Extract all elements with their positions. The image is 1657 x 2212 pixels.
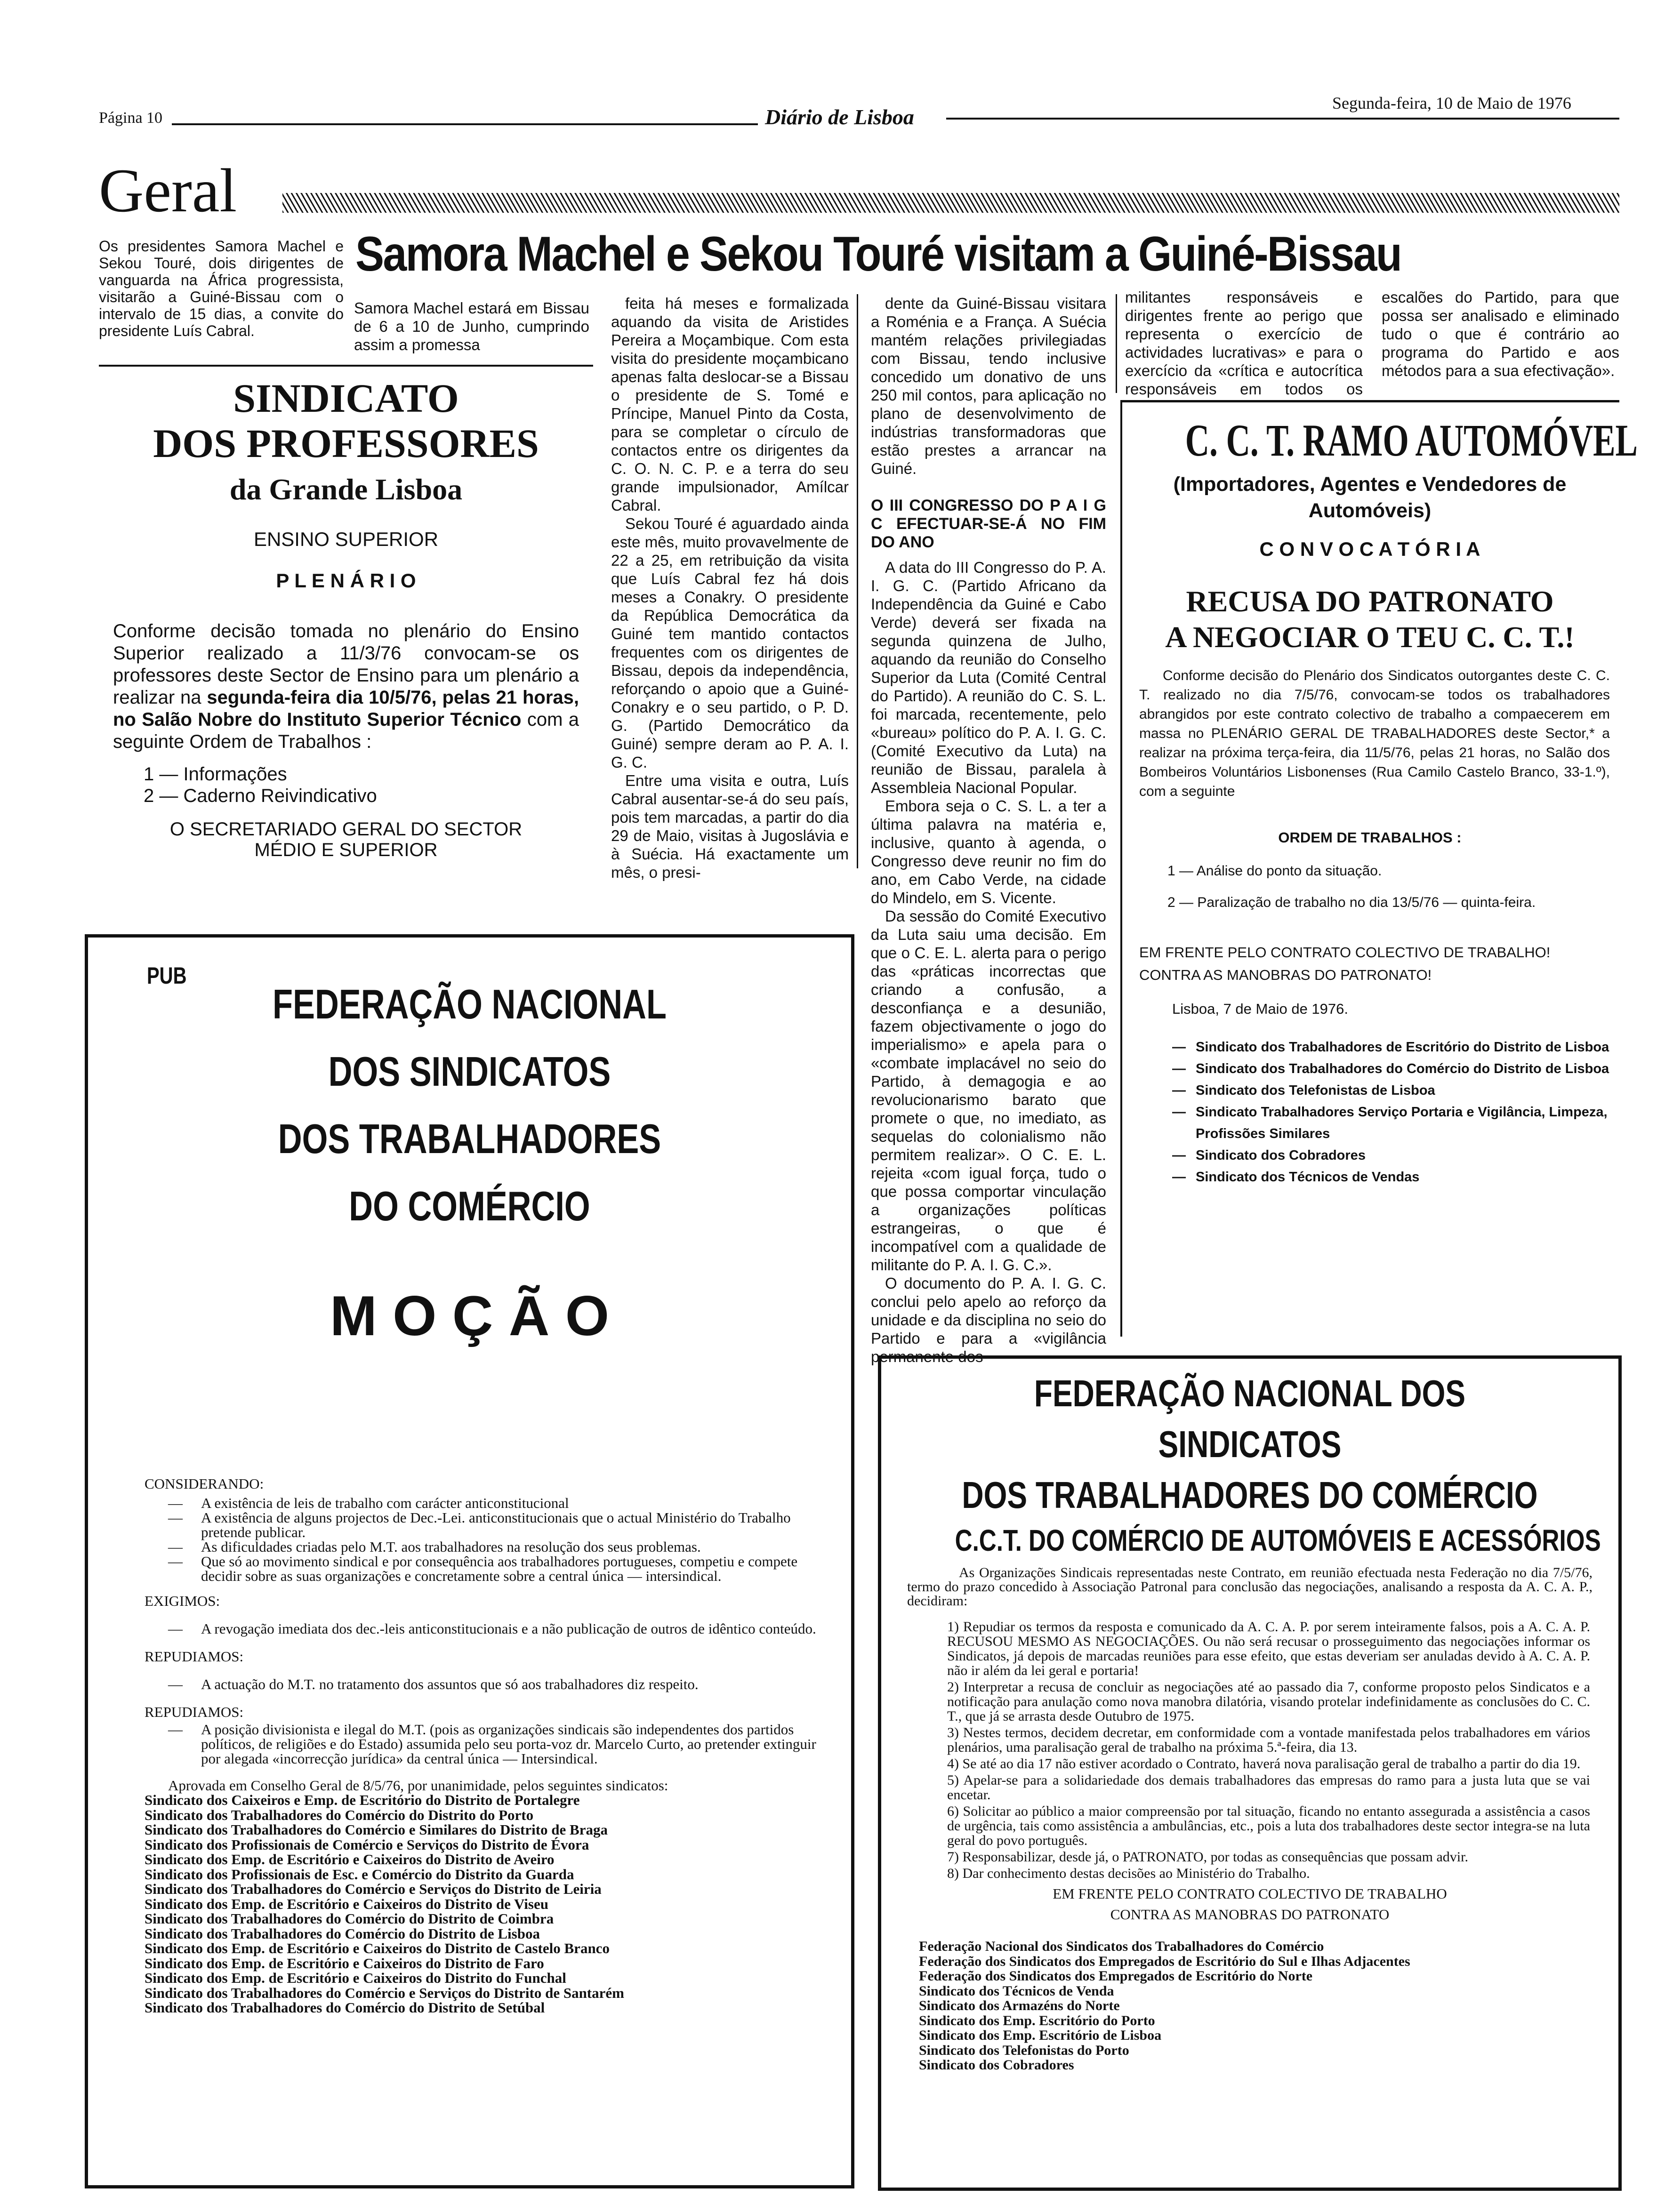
section-title: Geral [99,156,237,225]
professores-body-emphasis: segunda-feira dia 10/5/76, pelas 21 horas, no Salão Nobre do Instituto Superior Técnico [113,687,579,730]
repudiamos-label: REPUDIAMOS: [145,1648,244,1665]
federacao-cct-title-line: DOS TRABALHADORES DO COMÉRCIO [962,1474,1538,1516]
cct-left-rule [1120,400,1122,1337]
mocao-title-line: DO COMÉRCIO [349,1183,590,1229]
signer: Sindicato dos Emp. Escritório de Lisboa [919,2028,1162,2043]
signer: Sindicato dos Armazéns do Norte [919,1998,1120,2013]
considerando-item: — A existência de alguns projectos de Dec.-Lei. anticonstitucionais que o actual Ministério do Trabalho pretende publicar. [168,1510,822,1539]
sindicato-item: — Sindicato dos Telefonistas de Lisboa [1172,1080,1610,1101]
considerando-label: CONSIDERANDO: [145,1475,264,1492]
exigimos-item-text: A revogação imediata dos dec.-leis anticonstitucionais e a não publicação de outros de idêntico conteúdo. [201,1620,816,1637]
slogan-line: CONTRA AS MANOBRAS DO PATRONATO [1110,1906,1390,1923]
sindicato-item: — Sindicato Trabalhadores Serviço Portaria e Vigilância, Limpeza, Profissões Similares [1172,1101,1610,1145]
cct-top-rule [1120,400,1619,402]
decision-point: 5) Apelar-se para a solidariedade dos demais trabalhadores das empresas do ramo para a justa luta que se vai encetar. [947,1772,1590,1803]
cct-sindicatos [1172,1036,1610,1188]
lead-col3 [871,294,1106,1366]
cct-ordem-items [1167,860,1605,913]
cct-convocatoria: C O N V O C A T Ó R I A [1259,538,1480,560]
signer: Sindicato dos Emp. Escritório do Porto [919,2012,1155,2028]
decision-point: 7) Responsabilizar, desde já, o PATRONATO, por todas as consequências que possam advir. [947,1849,1468,1865]
lead-headline: Samora Machel e Sekou Touré visitam a Guiné-Bissau [355,227,1401,281]
federacao-cct-intro: As Organizações Sindicais representadas neste Contrato, em reunião efectuada nesta Federação no dia 7/5/76, termo do prazo concedido à Associação Patronal para conclusão das negociações, analisando a resposta da A. C. A. P., decidiram: [907,1565,1593,1609]
newspaper-name: Diário de Lisboa [765,105,914,129]
mocao-title-line: FEDERAÇÃO NACIONAL [273,981,667,1027]
signer: Federação Nacional dos Sindicatos dos Trabalhadores do Comércio [919,1939,1324,1954]
signature-line: O SECRETARIADO GERAL DO SECTOR [169,819,523,840]
cct-automovel-notice [1120,400,1638,1188]
lead-col4: militantes responsáveis e dirigentes frente ao perigo que representa o exercício de actividades lucrativas» e para o exercício da «crítica e autocrítica responsáveis em todos os escalões do Partido, para que possa ser analisado e eliminado tudo o que é contrário ao programa do Partido e aos métodos para a sua efectivação». [1125,289,1619,398]
sindicato-item: — Sindicato dos Cobradores [1172,1145,1610,1166]
professores-plenario: P L E N Á R I O [276,569,416,592]
lead-col3-para: Da sessão do Comité Executivo da Luta saiu uma decisão. Em que o C. E. L. alerta para o perigo das «práticas incorrectas que criando a confusão, a desconfiança e a desunião, fazem objectivamente o jogo do imperialismo» e apela para o «combate implacável no seio do Partido, à demagogia e ao revolucionarismo barato que promete o que, no imediato, as sequelas do colonialismo não permitem realizar». O C. E. L. rejeita «com igual força, tudo o que possa comportar vinculação a organizações políticas estrangeiras, o que é incompatível com a qualidade de militante do P. A. I. G. C.». [871,907,1106,1274]
lead-col3-para: Embora seja o C. S. L. a ter a última palavra na matéria e, inclusive, quanto à agenda, o Congresso deve reunir no fim do ano, em Cabo Verde, na cidade do Mindelo, em S. Vicente. [871,797,1106,906]
sindicato-item: Sindicato dos Trabalhadores do Comércio e Serviços do Distrito de Santarém [145,1984,624,2001]
col-divider-1 [857,294,858,868]
sindicato-item-text: Sindicato dos Trabalhadores de Escritório do Distrito de Lisboa [1196,1040,1609,1055]
signer: Federação dos Sindicatos dos Empregados de Escritório do Sul e Ilhas Adjacentes [919,1953,1410,1969]
sindicato-item: — Sindicato dos Trabalhadores de Escritório do Distrito de Lisboa [1172,1036,1610,1058]
lead-col2-para: Entre uma visita e outra, Luís Cabral ausentar-se-á do seu país, pois tem marcadas, a partir do dia 29 de Maio, visitas à Jugoslávia e à Suécia. Há exactamente um mês, o presi- [611,772,849,881]
signer: Sindicato dos Cobradores [919,2057,1074,2073]
professores-signature [99,819,593,860]
sindicato-item: Sindicato dos Emp. de Escritório e Caixeiros do Distrito de Viseu [145,1895,548,1912]
lead-col2 [611,294,849,882]
aprovada-line: Aprovada em Conselho Geral de 8/5/76, por unanimidade, pelos seguintes sindicatos: [168,1777,668,1794]
considerando-item: — A existência de leis de trabalho com carácter anticonstitucional [168,1495,569,1511]
sindicato-item: Sindicato dos Trabalhadores do Comércio do Distrito de Setúbal [145,1999,545,2016]
sindicato-item: Sindicato dos Profissionais de Comércio e Serviços do Distrito de Évora [145,1836,589,1853]
sindicato-item: — Sindicato dos Técnicos de Vendas [1172,1166,1610,1188]
slogan-line: CONTRA AS MANOBRAS DO PATRONATO! [1139,967,1432,983]
professores-title: DOS PROFESSORES [153,421,539,466]
lead-col3-intro: dente da Guiné-Bissau visitara a Roménia e a França. A Suécia mantém relações privilegiadas com Bissau, tendo inclusive concedido um donativo de uns 250 mil contos, para aplicação no plano de desenvolvimento de indústrias transformadoras que estão prestes a arrancar na Guiné. [871,295,1106,477]
cct-slogan [1139,941,1619,986]
professores-agenda [144,763,593,807]
slogan-line: EM FRENTE PELO CONTRATO COLECTIVO DE TRABALHO! [1139,944,1551,961]
repudiamos-label: REPUDIAMOS: [145,1704,244,1720]
signer: Federação dos Sindicatos dos Empregados de Escritório do Norte [919,1968,1313,1984]
considerando-item-text: As dificuldades criadas pelo M.T. aos trabalhadores na resolução dos seus problemas. [201,1539,701,1555]
lead-col2-para: Sekou Touré é aguardado ainda este mês, muito provavelmente de 22 a 25, em retribuição da visita que Luís Cabral fez há dois meses a Conakry. O presidente da República Democrática da Guiné tem mantido contactos frequentes com os dirigentes de Bissau, depois da independência, reforçando o apoio que a Guiné-Conakry e o seu partido, o P. D. G. (Partido Democrático da Guiné) sempre deram ao P. A. I. G. C. [611,515,849,771]
considerando-item: — Que só ao movimento sindical e por consequência aos trabalhadores portugueses, competiu e compete decidir sobre as suas organizações e concretamente sobre a central única — intersindical. [168,1554,822,1583]
sindicatos-list [145,1793,822,2015]
exigimos-item: — A revogação imediata dos dec.-leis anticonstitucionais e a não publicação de outros de idêntico conteúdo. [168,1620,816,1637]
repudiamos-item: — A posição divisionista e ilegal do M.T. (pois as organizações sindicais são independentes dos partidos políticos, de religiões e do Estado) assumida pelo seu porta-voz dr. Marcelo Curto, ao pretender extinguir por alegada «incorrecção jurídica» da central única — Intersindical. [168,1722,822,1766]
cct-date: Lisboa, 7 de Maio de 1976. [1172,1001,1348,1017]
cct-title: C. C. T. RAMO AUTOMÓVEL [1185,415,1638,465]
mocao-title-line: DOS TRABALHADORES [278,1115,661,1162]
section-hatch-rule [282,193,1619,213]
lead-col3-para: A data do III Congresso do P. A. I. G. C. (Partido Africano da Independência da Guiné e Cabo Verde) deverá ser fixada na segunda quinzena de Julho, aquando da reunião do Conselho Superior da Luta (Comité Central do Partido). A reunião do C. S. L. foi marcada, recentemente, pelo «bureau» político do P. A. I. G. C. (Comité Executivo da Luta) na reunião de Bissau, paralela à Assembleia Nacional Popular. [871,559,1106,796]
federacao-cct-signers [919,1939,1618,2073]
signer: Sindicato dos Técnicos de Venda [919,1983,1114,1999]
sindicato-item-text: Sindicato Trabalhadores Serviço Portaria e Vigilância, Limpeza, Profissões Similares [1196,1105,1608,1141]
decision-point: 2) Interpretar a recusa de concluir as negociações até ao passado dia 7, conforme proposto pelos Sindicatos e a notificação para anulação como nova manobra dilatória, visando protelar indefinidamente as conclusões do C. C. T., que já se arrasta desde Outubro de 1975. [947,1679,1590,1724]
professores-sector: ENSINO SUPERIOR [253,528,439,550]
considerando-item-text: A existência de leis de trabalho com carácter anticonstitucional [201,1495,569,1511]
exigimos-label: EXIGIMOS: [145,1593,220,1609]
cct-body: Conforme decisão do Plenário dos Sindicatos outorgantes deste C. C. T. realizado no dia 7/5/76, convocam-se todos os trabalhadores abrangidos por este contrato colectivo de trabalho a compaecerem em massa no PLENÁRIO GERAL DE TRABALHADORES deste Sector,* a realizar na próxima terça-feira, dia 11/5/76, pelas 21 horas, no Salão dos Bombeiros Voluntários Lisbonenses (Rua Camilo Castelo Branco, 33-1.º), com a seguinte [1139,668,1610,799]
sindicato-item: Sindicato dos Emp. de Escritório e Caixeiros do Distrito de Castelo Branco [145,1940,610,1956]
sindicato-item: Sindicato dos Trabalhadores do Comércio do Distrito de Lisboa [145,1925,540,1942]
decision-point: 4) Se até ao dia 17 não estiver acordado o Contrato, haverá nova paralisação geral de trabalho a partir do dia 19. [947,1756,1581,1771]
sindicato-item: Sindicato dos Trabalhadores do Comércio do Distrito de Coimbra [145,1910,554,1927]
sindicato-item-text: Sindicato dos Trabalhadores do Comércio do Distrito de Lisboa [1196,1061,1609,1076]
slogan-line: EM FRENTE PELO CONTRATO COLECTIVO DE TRABALHO [1053,1885,1447,1902]
page-number: Página 10 [99,109,163,127]
federacao-cct-points [947,1619,1590,1881]
lead-rule-under-col1 [99,365,593,367]
lead-summary: Os presidentes Samora Machel e Sekou Touré, dois dirigentes de vanguarda na África progressista, visitarão a Guiné-Bissau com o intervalo de 15 dias, a convite do presidente Luís Cabral. [99,238,344,339]
agenda-item: 1 — Informações [144,764,287,785]
signer: Sindicato dos Telefonistas do Porto [919,2042,1129,2058]
pub-label: PUB [147,962,187,989]
sindicato-item-text: Sindicato dos Técnicos de Vendas [1196,1170,1420,1185]
considerando-item-text: A existência de alguns projectos de Dec.-Lei. anticonstitucionais que o actual Ministério do Trabalho pretende publicar. [201,1509,791,1540]
decision-point: 1) Repudiar os termos da resposta e comunicado da A. C. A. P. por serem inteiramente falsos, pois a A. C. A. P. RECUSOU MESMO AS NEGOCIAÇÕES. Ou não será recusar o prosseguimento das negociações informar os Sindicatos, já depois de marcadas reuniões para esse efeito, que estas deveriam ser anuladas devido à A. C. A. P. não ir além da lei geral e portaria! [947,1619,1590,1678]
professores-body-text: Conforme decisão tomada no plenário do Ensino Superior realizado a 11/3/76 convocam-se os professores deste Sector de Ensino para um plenário a realizar na [113,621,579,708]
considerando-item: — As dificuldades criadas pelo M.T. aos trabalhadores na resolução dos seus problemas. [168,1539,701,1555]
federacao-cct-title [881,1368,1618,1560]
sindicato-item: Sindicato dos Emp. de Escritório e Caixeiros do Distrito do Funchal [145,1970,566,1986]
masthead-rule-left [172,123,758,125]
considerando-item-text: Que só ao movimento sindical e por consequência aos trabalhadores portugueses, competiu e compete decidir sobre as suas organizações e concretamente sobre a central única — intersindical. [201,1553,798,1584]
sindicato-item: Sindicato dos Emp. de Escritório e Caixeiros do Distrito de Faro [145,1955,544,1972]
lead-subhead: O III CONGRESSO DO P A I G C EFECTUAR-SE-Á NO FIM DO ANO [871,497,1106,551]
mocao-ad-box [85,934,854,2188]
federacao-cct-subtitle: C.C.T. DO COMÉRCIO DE AUTOMÓVEIS E ACESSÓRIOS [955,1523,1601,1557]
masthead-rule-right [946,118,1619,120]
sindicato-item-text: Sindicato dos Telefonistas de Lisboa [1196,1083,1435,1098]
ordem-item: 2 — Paralização de trabalho no dia 13/5/76 — quinta-feira. [1167,895,1536,910]
sindicato-item: Sindicato dos Trabalhadores do Comércio e Similares do Distrito de Braga [145,1821,608,1838]
repudiamos-item-text: A actuação do M.T. no tratamento dos assuntos que só aos trabalhadores diz respeito. [201,1676,699,1692]
repudiamos-item-text: A posição divisionista e ilegal do M.T. (pois as organizações sindicais são independentes dos partidos políticos, de religiões e do Estado) assumida pelo seu porta-voz dr. Marcelo Curto, ao pretender extinguir por alegada «incorrecção jurídica» da central única — Intersindical. [201,1721,816,1767]
professores-subtitle: da Grande Lisboa [229,473,463,506]
decision-point: 6) Solicitar ao público a maior compreensão por tal situação, ficando no entanto assegurada a assistência a casos de urgência, tais como assistência a ambulâncias, etc., pois a luta dos trabalhadores deste sector integra-se na luta geral do povo português. [947,1803,1590,1848]
decision-point: 8) Dar conhecimento destas decisões ao Ministério do Trabalho. [947,1866,1310,1881]
sindicato-item: Sindicato dos Emp. de Escritório e Caixeiros do Distrito de Aveiro [145,1851,555,1867]
repudiamos-item: — A actuação do M.T. no tratamento dos assuntos que só aos trabalhadores diz respeito. [168,1676,699,1692]
mocao-body [145,1476,822,2015]
cct-subtitle: (Importadores, Agentes e Vendedores de Automóveis) [1173,473,1567,522]
sindicato-item: Sindicato dos Profissionais de Esc. e Comércio do Distrito da Guarda [145,1866,574,1883]
lead-col1: Samora Machel estará em Bissau de 6 a 10 de Junho, cumprindo assim a promessa [354,299,589,353]
sindicato-item: — Sindicato dos Trabalhadores do Comércio do Distrito de Lisboa [1172,1058,1610,1080]
col-divider-2 [1116,294,1117,393]
sindicato-item: Sindicato dos Trabalhadores do Comércio e Serviços do Distrito de Leiria [145,1881,602,1897]
mocao-title-line: DOS SINDICATOS [328,1048,611,1095]
lead-col3-para: O documento do P. A. I. G. C. conclui pelo apelo ao reforço da unidade e da disciplina no seio do Partido e para a «vigilância permanente dos [871,1274,1106,1365]
agenda-item: 2 — Caderno Reivindicativo [144,785,377,806]
sindicato-item: Sindicato dos Trabalhadores do Comércio do Distrito do Porto [145,1806,534,1823]
ordem-item: 1 — Análise do ponto da situação. [1167,863,1382,879]
sindicato-item: Sindicato dos Caixeiros e Emp. de Escritório do Distrito de Portalegre [145,1792,580,1808]
decision-point: 3) Nestes termos, decidem decretar, em conformidade com a vontade manifestada pelos trabalhadores em vários plenários, uma paralisação geral de trabalho na próxima 5.ª-feira, dia 13. [947,1725,1590,1755]
professores-body-text: com a seguinte Ordem de Trabalhos : [113,709,579,752]
sindicato-item-text: Sindicato dos Cobradores [1196,1148,1366,1163]
federacao-cct-slogan [881,1883,1618,1925]
signature-line: MÉDIO E SUPERIOR [254,840,438,860]
mocao-title [88,970,851,1240]
professores-body [99,620,593,753]
issue-date: Segunda-feira, 10 de Maio de 1976 [1332,94,1571,112]
lead-col2-para: feita há meses e formalizada aquando da visita de Aristides Pereira a Moçambique. Com esta visita do presidente moçambicano apenas falta deslocar-se a Bissau o presidente de S. Tomé e Príncipe, Manuel Pinto da Costa, para se completar o círculo de contactos entre os dirigentes da C. O. N. C. P. e a terra do seu grande impulsionador, Amílcar Cabral. [611,295,849,514]
federacao-cct-box [878,1355,1622,2191]
professores-notice [99,377,593,860]
federacao-cct-title-line: FEDERAÇÃO NACIONAL DOS SINDICATOS [1034,1372,1466,1465]
cct-headline: A NEGOCIAR O TEU C. C. T.! [1165,620,1575,654]
cct-headline: RECUSA DO PATRONATO [1186,585,1554,618]
mocao-heading: M O Ç Ã O [330,1284,610,1347]
cct-ordem: ORDEM DE TRABALHOS : [1278,829,1462,846]
professores-title: SINDICATO [233,376,459,421]
